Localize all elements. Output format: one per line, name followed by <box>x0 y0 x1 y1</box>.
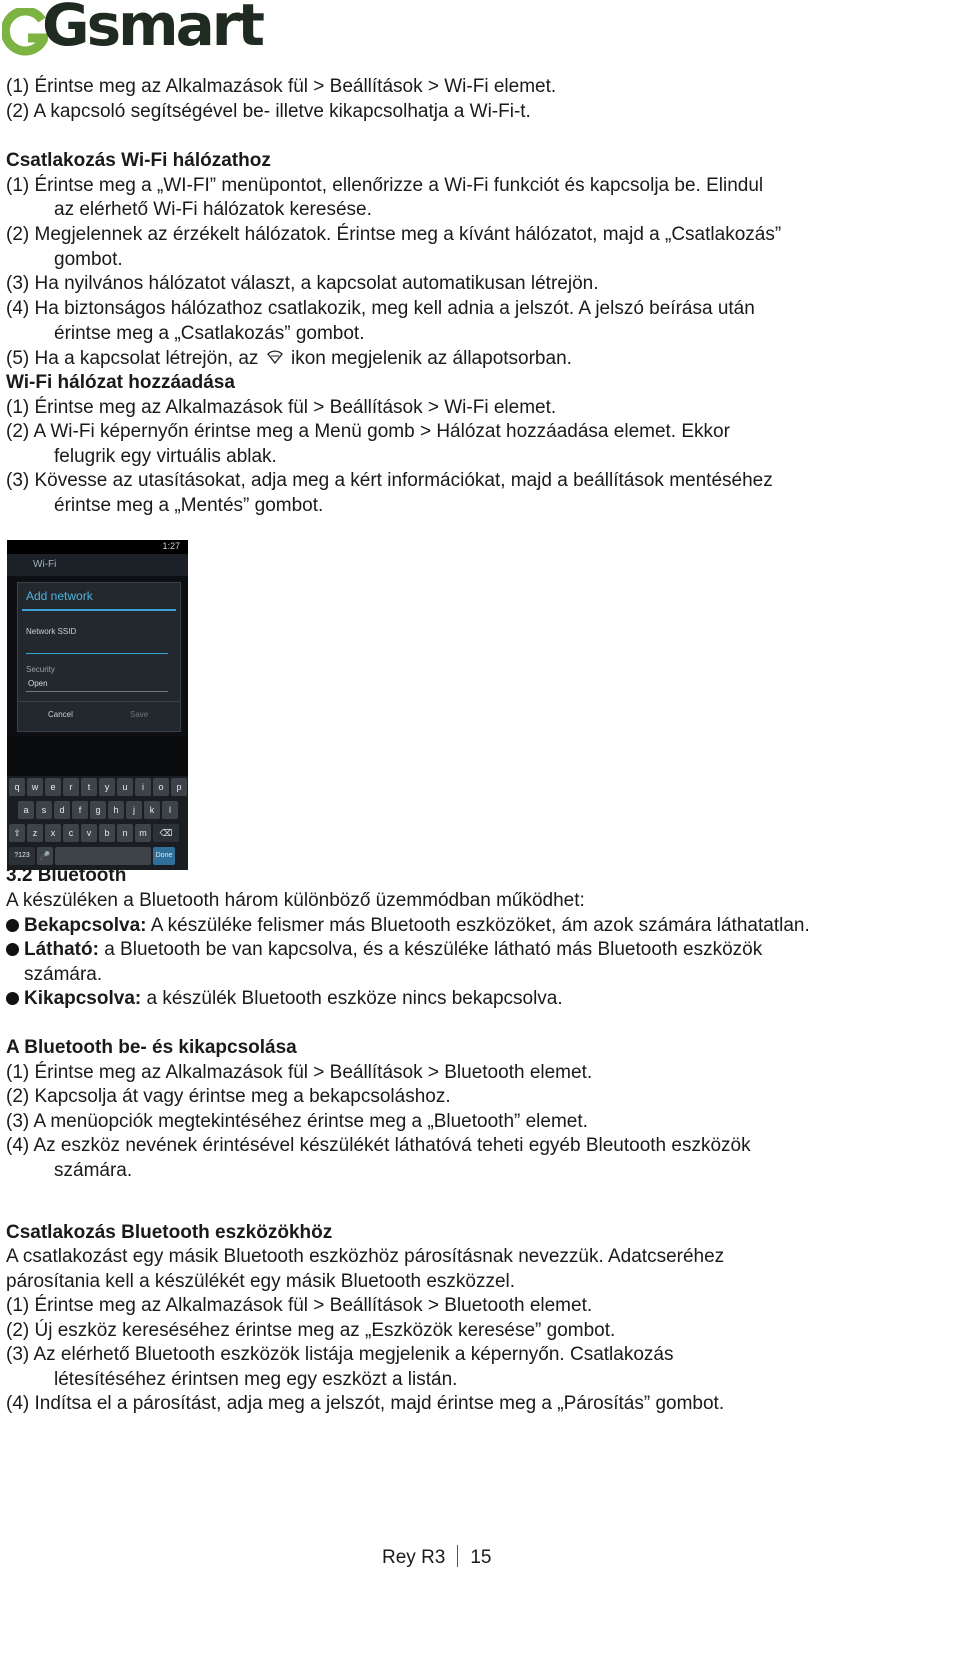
bullet-text: a készülék Bluetooth eszköze nincs bekapcsolva. <box>141 988 563 1009</box>
step-line-cont: az elérhető Wi-Fi hálózatok keresése. <box>54 199 372 220</box>
key[interactable]: k <box>144 801 160 819</box>
key[interactable]: n <box>117 824 133 842</box>
step-line-cont: számára. <box>54 1160 133 1181</box>
status-bar <box>7 540 188 554</box>
step-line <box>6 346 572 371</box>
key[interactable]: o <box>153 778 169 796</box>
security-label: Security <box>26 665 55 674</box>
page-footer <box>382 1545 492 1570</box>
bullet-text: a Bluetooth be van kapcsolva, és a készüléke látható más Bluetooth eszközök <box>98 939 763 960</box>
key[interactable]: c <box>63 824 79 842</box>
wifi-status-icon <box>264 346 286 371</box>
keyboard-row-3 <box>9 824 179 844</box>
key[interactable]: v <box>81 824 97 842</box>
virtual-keyboard <box>7 776 188 870</box>
status-time: 1:27 <box>162 541 180 551</box>
bullet-term: Bekapcsolva: <box>24 915 147 936</box>
key[interactable]: r <box>63 778 79 796</box>
step-line: (1) Érintse meg az Alkalmazások fül > Beállítások > Bluetooth elemet. <box>6 1295 593 1316</box>
step-line: (4) Ha biztonságos hálózathoz csatlakozik, meg kell adnia a jelszót. A jelszó beírása után <box>6 298 755 319</box>
done-key[interactable]: Done <box>153 847 175 865</box>
step-line: (1) Érintse meg az Alkalmazások fül > Beállítások > Wi-Fi elemet. <box>6 76 557 97</box>
step-line-cont: felugrik egy virtuális ablak. <box>54 446 277 467</box>
paragraph-line: A készüléken a Bluetooth három különböző üzemmódban működhet: <box>6 890 585 911</box>
key[interactable]: b <box>99 824 115 842</box>
footer-divider <box>457 1545 458 1567</box>
key[interactable]: z <box>27 824 43 842</box>
key[interactable]: a <box>18 801 34 819</box>
model-name: Rey R3 <box>382 1547 446 1568</box>
section-heading: Wi-Fi hálózat hozzáadása <box>6 372 235 393</box>
paragraph-line: A csatlakozást egy másik Bluetooth eszközhöz párosításnak nevezzük. Adatcseréhez <box>6 1246 725 1267</box>
app-title: Wi-Fi <box>33 559 57 570</box>
key[interactable]: l <box>162 801 178 819</box>
paragraph-line: párosítania kell a készülékét egy másik Bluetooth eszközzel. <box>6 1271 516 1292</box>
save-button[interactable]: Save <box>130 710 149 719</box>
key[interactable]: q <box>9 778 25 796</box>
step-line: (2) Új eszköz kereséséhez érintse meg az „Eszközök keresése” gombot. <box>6 1320 616 1341</box>
key[interactable]: e <box>45 778 61 796</box>
step-line: (2) Megjelennek az érzékelt hálózatok. Érintse meg a kívánt hálózatot, majd a „Csatlakozás” <box>6 224 782 245</box>
key[interactable]: y <box>99 778 115 796</box>
key[interactable]: g <box>90 801 106 819</box>
step-text: (5) Ha a kapcsolat létrejön, az <box>6 348 259 369</box>
keyboard-row-1 <box>9 778 187 798</box>
step-line-cont: érintse meg a „Csatlakozás” gombot. <box>54 323 365 344</box>
step-line: (1) Érintse meg az Alkalmazások fül > Beállítások > Bluetooth elemet. <box>6 1062 593 1083</box>
key[interactable]: f <box>72 801 88 819</box>
mic-icon[interactable]: 🎤 <box>37 847 53 865</box>
dialog-title: Add network <box>26 589 93 603</box>
key[interactable]: x <box>45 824 61 842</box>
shift-key[interactable]: ⇧ <box>9 824 25 842</box>
logo-wordmark: Gsmart <box>42 0 263 59</box>
key[interactable]: t <box>81 778 97 796</box>
bullet-item <box>6 913 810 938</box>
step-line: (2) A Wi-Fi képernyőn érintse meg a Menü gomb > Hálózat hozzáadása elemet. Ekkor <box>6 421 730 442</box>
key[interactable]: m <box>135 824 151 842</box>
page-number: 15 <box>470 1547 492 1568</box>
step-line: (3) A menüopciók megtekintéséhez érintse meg a „Bluetooth” elemet. <box>6 1111 588 1132</box>
step-line: (2) A kapcsoló segítségével be- illetve kikapcsolhatja a Wi-Fi-t. <box>6 101 531 122</box>
security-underline <box>26 691 168 692</box>
keyboard-row-2 <box>18 801 178 821</box>
step-line: (1) Érintse meg a „WI-FI” menüpontot, ellenőrizze a Wi-Fi funkciót és kapcsolja be. Elindul <box>6 175 764 196</box>
step-line: (4) Indítsa el a párosítást, adja meg a jelszót, majd érintse meg a „Párosítás” gombot. <box>6 1393 725 1414</box>
section-heading: 3.2 Bluetooth <box>6 865 127 886</box>
step-line: (3) Az elérhető Bluetooth eszközök listája megjelenik a képernyőn. Csatlakozás <box>6 1344 674 1365</box>
bullet-text-cont: számára. <box>24 964 103 985</box>
step-text: ikon megjelenik az állapotsorban. <box>290 348 572 369</box>
key[interactable]: u <box>117 778 133 796</box>
step-line: (1) Érintse meg az Alkalmazások fül > Beállítások > Wi-Fi elemet. <box>6 397 557 418</box>
step-line-cont: érintse meg a „Mentés” gombot. <box>54 495 324 516</box>
bullet-term: Látható: <box>24 939 99 960</box>
section-heading: A Bluetooth be- és kikapcsolása <box>6 1037 297 1058</box>
step-line: (3) Ha nyilvános hálózatot választ, a kapcsolat automatikusan létrejön. <box>6 273 599 294</box>
step-line-cont: gombot. <box>54 249 123 270</box>
ssid-label: Network SSID <box>26 627 77 636</box>
step-line: (4) Az eszköz nevének érintésével készülékét láthatóvá teheti egyéb Bleutooth eszközök <box>6 1135 751 1156</box>
section-heading: Csatlakozás Wi-Fi hálózathoz <box>6 150 271 171</box>
bullet-icon <box>6 943 19 956</box>
gsmart-logo <box>2 0 263 60</box>
step-line: (2) Kapcsolja át vagy érintse meg a bekapcsoláshoz. <box>6 1086 451 1107</box>
screen-background <box>7 736 188 776</box>
bullet-text: A készüléke felismer más Bluetooth eszközöket, ám azok számára láthatatlan. <box>146 915 810 936</box>
bullet-term: Kikapcsolva: <box>24 988 142 1009</box>
section-heading: Csatlakozás Bluetooth eszközökhöz <box>6 1222 333 1243</box>
app-bar <box>7 554 188 576</box>
key[interactable]: w <box>27 778 43 796</box>
key[interactable]: h <box>108 801 124 819</box>
ssid-input[interactable] <box>26 653 168 654</box>
key[interactable]: s <box>36 801 52 819</box>
bullet-item <box>6 986 563 1011</box>
dialog-divider <box>22 609 176 611</box>
cancel-button[interactable]: Cancel <box>48 710 73 719</box>
step-line-cont: létesítéséhez érintsen meg egy eszközt a listán. <box>54 1369 458 1390</box>
dialog-buttons <box>18 701 180 732</box>
phone-screenshot <box>7 540 188 870</box>
bullet-icon <box>6 992 19 1005</box>
add-network-dialog <box>17 582 181 732</box>
symbols-key[interactable]: ?123 <box>9 847 35 865</box>
key[interactable]: p <box>171 778 187 796</box>
security-select[interactable]: Open <box>28 679 48 688</box>
key[interactable]: j <box>126 801 142 819</box>
key[interactable]: d <box>54 801 70 819</box>
bullet-icon <box>6 919 19 932</box>
bullet-item <box>6 937 762 962</box>
step-line: (3) Kövesse az utasításokat, adja meg a kért információkat, majd a beállítások mentéséhez <box>6 470 773 491</box>
backspace-key[interactable]: ⌫ <box>153 824 179 842</box>
key[interactable]: i <box>135 778 151 796</box>
